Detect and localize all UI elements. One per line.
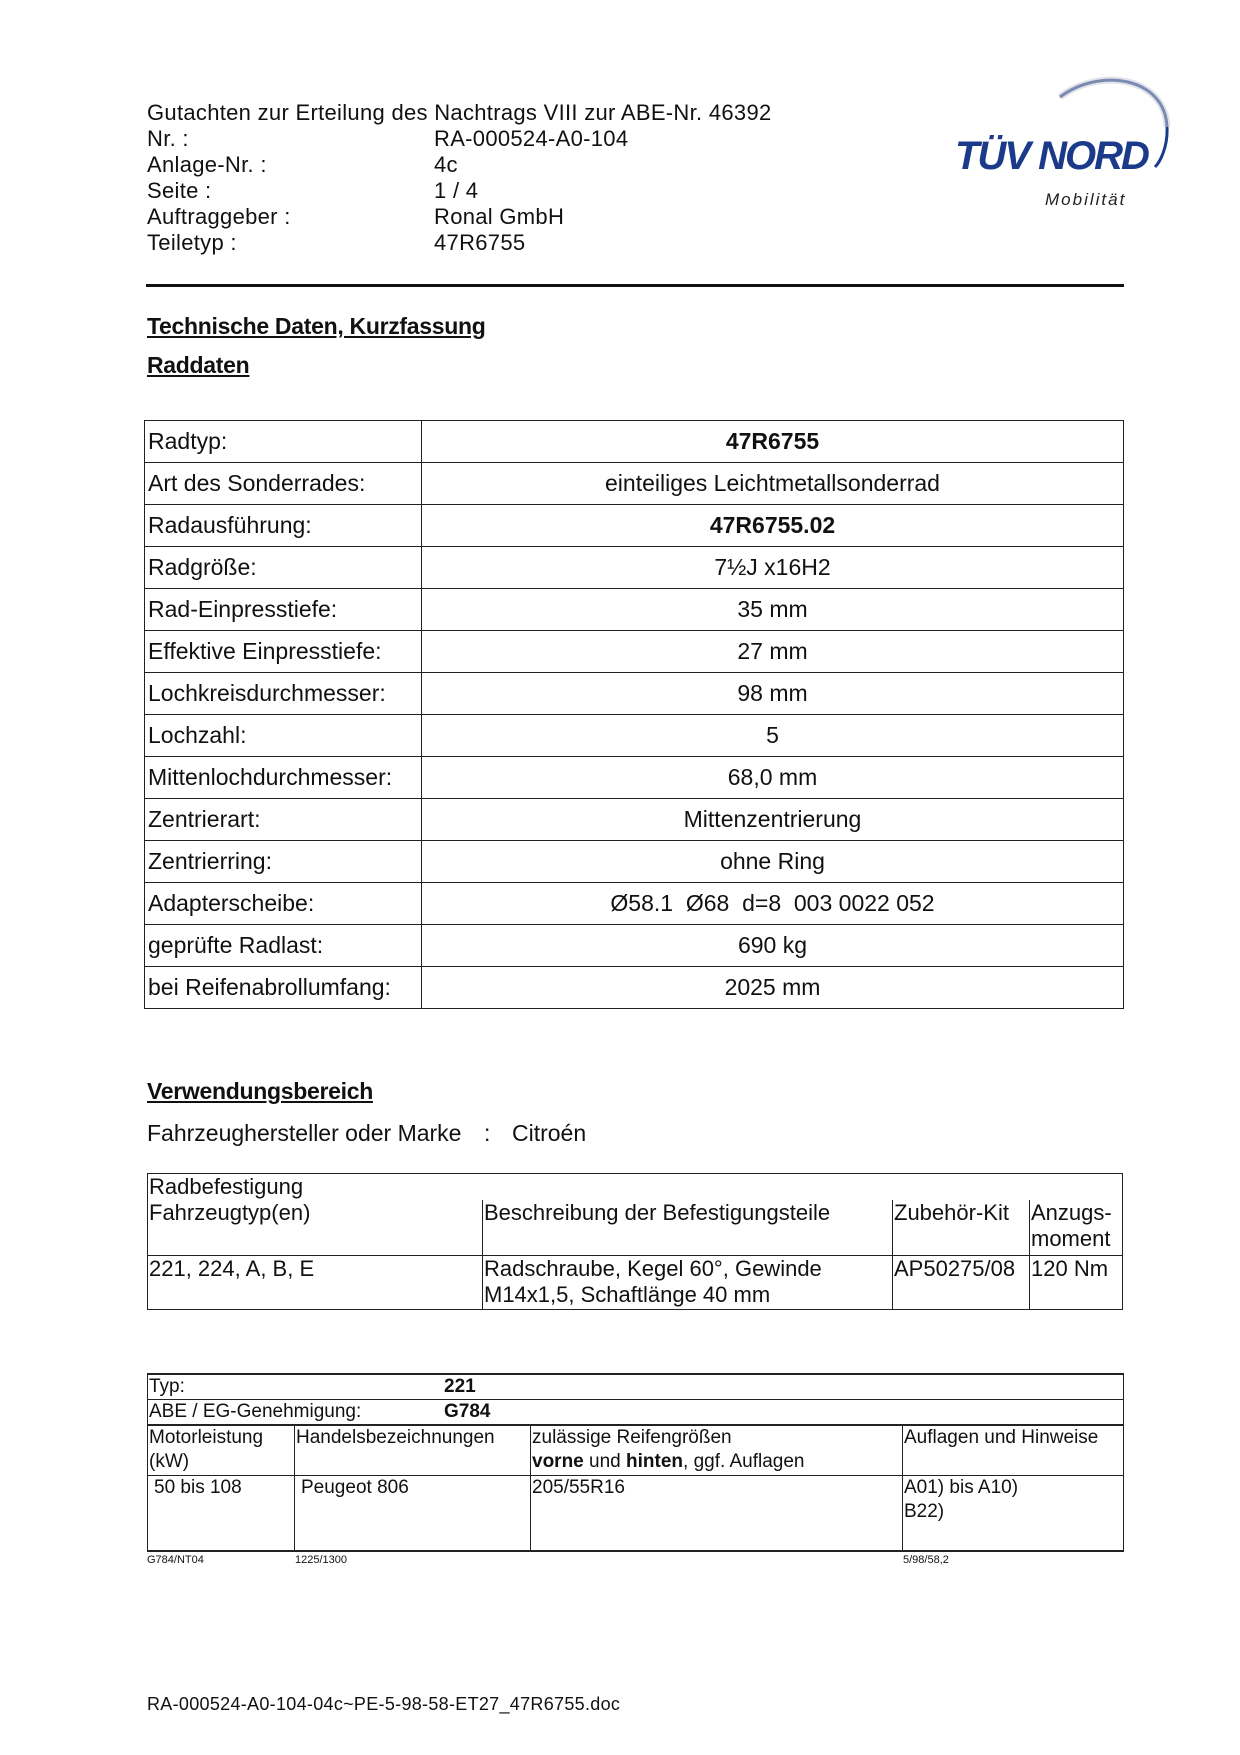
- table-row: Zentrierart: Mittenzentrierung: [145, 799, 1124, 841]
- manufacturer-label: Fahrzeughersteller oder Marke: [147, 1120, 462, 1146]
- table-row: Fahrzeugtyp(en) Beschreibung der Befestigungsteile Zubehör-Kit Anzugs- moment: [148, 1200, 1123, 1255]
- table-row: 50 bis 108 Peugeot 806 205/55R16 A01) bis A10) B22): [148, 1475, 1124, 1551]
- header-row-teiletyp: Teiletyp : 47R6755: [147, 230, 526, 255]
- manufacturer-value: Citroén: [512, 1120, 587, 1146]
- befestigung-title: Radbefestigung: [148, 1174, 1123, 1201]
- section-title-raddaten: Raddaten: [147, 352, 250, 378]
- code-left: G784/NT04: [147, 1554, 204, 1566]
- code-right: 5/98/58,2: [903, 1554, 949, 1566]
- section-title-verwendung: Verwendungsbereich: [147, 1078, 373, 1104]
- raddaten-table: [144, 420, 1124, 1009]
- tuv-nord-logo: [955, 72, 1180, 222]
- table-row: Lochkreisdurchmesser: 98 mm: [145, 673, 1124, 715]
- table-row: Lochzahl: 5: [145, 715, 1124, 757]
- table-row: Art des Sonderrades: einteiliges Leichtmetallsonderrad: [145, 463, 1124, 505]
- document-header: [147, 100, 772, 256]
- table-row: bei Reifenabrollumfang: 2025 mm: [145, 967, 1124, 1009]
- typ-table: [147, 1373, 1124, 1552]
- befestigung-table: [147, 1173, 1123, 1310]
- table-row: Radgröße: 7½J x16H2: [145, 547, 1124, 589]
- table-row: [148, 1174, 1123, 1201]
- table-row: Rad-Einpresstiefe: 35 mm: [145, 589, 1124, 631]
- header-row-anlage: Anlage-Nr. : 4c: [147, 152, 458, 177]
- table-row: Typ: 221: [148, 1374, 1124, 1400]
- logo-brand: TÜV NORD: [955, 134, 1148, 178]
- header-divider: [146, 284, 1124, 287]
- table-row: Radtyp: 47R6755: [145, 421, 1124, 463]
- table-row: Mittenlochdurchmesser: 68,0 mm: [145, 757, 1124, 799]
- document-title: Gutachten zur Erteilung des Nachtrags VIII zur ABE-Nr. 46392: [147, 100, 772, 125]
- table-row: Radausführung: 47R6755.02: [145, 505, 1124, 547]
- manufacturer-line: [147, 1120, 586, 1147]
- code-middle: 1225/1300: [295, 1554, 347, 1566]
- section-title-tech: Technische Daten, Kurzfassung: [147, 313, 486, 339]
- table-row: ABE / EG-Genehmigung: G784: [148, 1400, 1124, 1426]
- header-row-seite: Seite : 1 / 4: [147, 178, 479, 203]
- header-row-auftraggeber: Auftraggeber : Ronal GmbH: [147, 204, 565, 229]
- table-row: 221, 224, A, B, E Radschraube, Kegel 60°, Gewinde M14x1,5, Schaftlänge 40 mm AP50275/08 120 Nm: [148, 1255, 1123, 1309]
- table-row: geprüfte Radlast: 690 kg: [145, 925, 1124, 967]
- logo-tagline: Mobilität: [1045, 190, 1127, 209]
- manufacturer-sep: :: [484, 1120, 491, 1146]
- table-row: Zentrierring: ohne Ring: [145, 841, 1124, 883]
- table-row: Adapterscheibe: Ø58.1 Ø68 d=8 003 0022 052: [145, 883, 1124, 925]
- table-row: Motorleistung (kW) Handelsbezeichnungen zulässige Reifengrößen vorne und hinten, ggf. Auflagen Auflagen und Hinweise: [148, 1425, 1124, 1475]
- table-row: Effektive Einpresstiefe: 27 mm: [145, 631, 1124, 673]
- header-row-nr: Nr. : RA-000524-A0-104: [147, 126, 629, 151]
- footer-filename: RA-000524-A0-104-04c~PE-5-98-58-ET27_47R6755.doc: [147, 1694, 621, 1714]
